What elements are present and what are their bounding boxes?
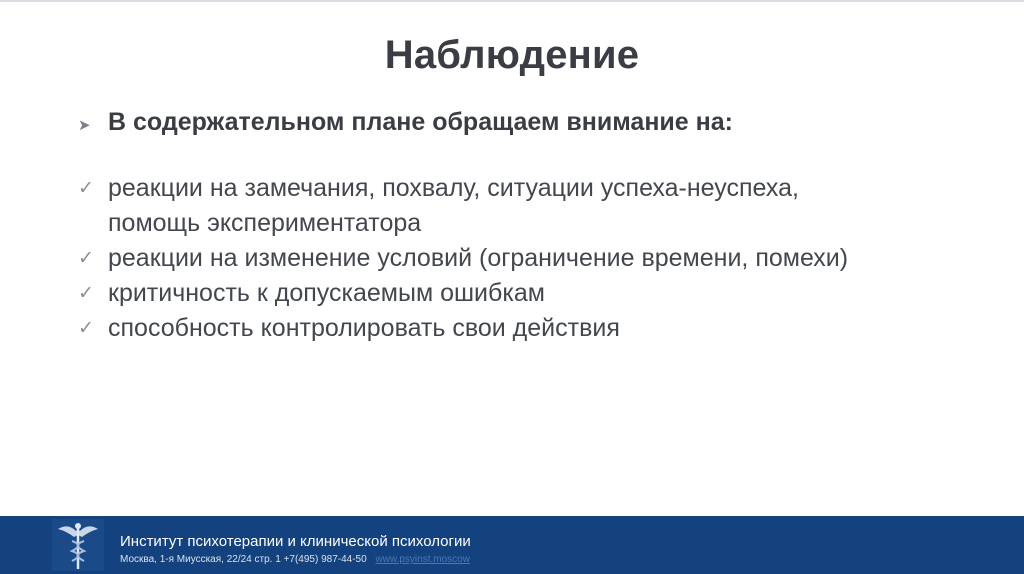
caduceus-logo-icon bbox=[52, 519, 104, 571]
check-icon: ✓ bbox=[78, 178, 94, 199]
check-icon: ✓ bbox=[78, 248, 94, 269]
slide-content bbox=[78, 108, 978, 346]
list-item-text: реакции на изменение условий (ограничение времени, помехи) bbox=[108, 244, 849, 272]
lead-bullet bbox=[78, 108, 978, 137]
list-item-text: реакции на замечания, похвалу, ситуации успеха-неуспеха, помощь экспериментатора bbox=[108, 174, 799, 237]
lead-text: В содержательном плане обращаем внимание на: bbox=[108, 108, 733, 136]
organization-name: Институт психотерапии и клинической психологии bbox=[120, 533, 471, 550]
address-text: Москва, 1-я Миусская, 22/24 стр. 1 +7(495) 987-44-50 bbox=[120, 554, 367, 565]
check-icon: ✓ bbox=[78, 318, 94, 339]
list-item-text: критичность к допускаемым ошибкам bbox=[108, 279, 545, 307]
arrow-bullet-icon: ➤ bbox=[78, 117, 91, 134]
list-item bbox=[78, 276, 978, 311]
list-item bbox=[78, 171, 978, 241]
footer-bar bbox=[0, 516, 1024, 574]
list-item bbox=[78, 241, 978, 276]
check-list bbox=[78, 171, 978, 346]
page-title: Наблюдение bbox=[384, 33, 640, 77]
list-item-text: способность контролировать свои действия bbox=[108, 314, 620, 342]
list-item bbox=[78, 311, 978, 346]
organization-address bbox=[120, 554, 470, 565]
top-divider bbox=[0, 0, 1024, 2]
check-icon: ✓ bbox=[78, 283, 94, 304]
website-link[interactable]: www.psyinst.moscow bbox=[375, 554, 470, 565]
